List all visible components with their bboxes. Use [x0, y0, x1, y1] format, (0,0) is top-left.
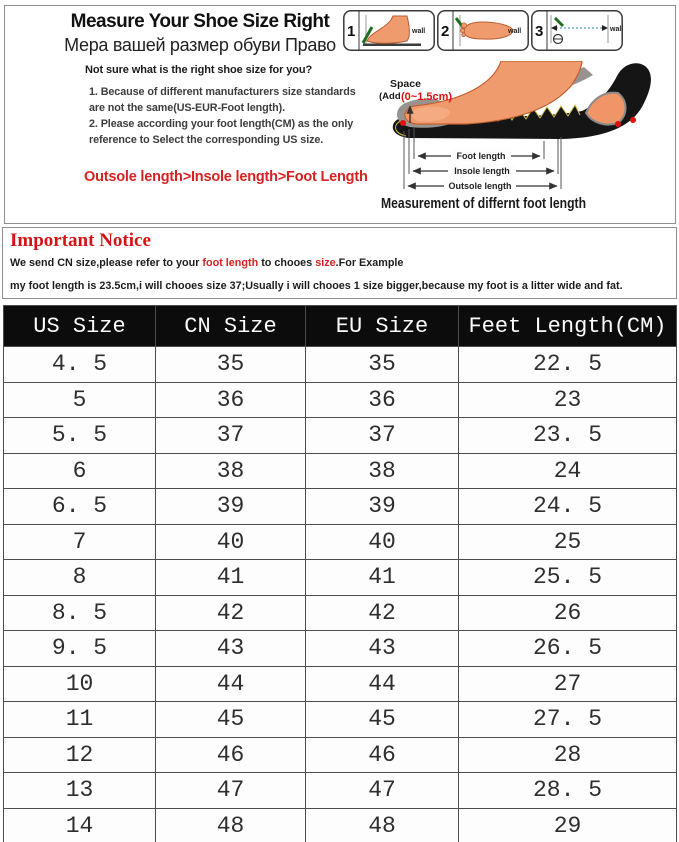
- column-header-feet-length: Feet Length(CM): [459, 306, 677, 347]
- table-cell: 45: [306, 702, 459, 738]
- table-cell: 8. 5: [4, 595, 156, 631]
- table-row: [4, 631, 677, 667]
- notice-title: Important Notice: [10, 230, 151, 251]
- table-row: [4, 560, 677, 596]
- toe: [462, 33, 466, 37]
- table-row: [4, 737, 677, 773]
- table-cell: 42: [306, 595, 459, 631]
- table-cell: 6: [4, 453, 156, 489]
- toe: [461, 29, 465, 33]
- space-add-value: (0~1.5cm): [401, 91, 453, 103]
- measure-step-3-icon: [531, 10, 623, 51]
- wall-label: wall: [508, 28, 522, 35]
- table-row: [4, 666, 677, 702]
- page-title-russian: Мера вашей размер обуви Право: [64, 35, 336, 55]
- column-header-us-size: US Size: [4, 306, 156, 347]
- table-cell: 48: [306, 808, 459, 842]
- table-cell: 37: [156, 418, 306, 454]
- notice-text: .For Example: [335, 257, 404, 269]
- table-cell: 24: [459, 453, 677, 489]
- notice-highlight-size: size: [315, 257, 336, 269]
- floor-bar: [363, 44, 421, 47]
- table-cell: 42: [156, 595, 306, 631]
- table-cell: 22. 5: [459, 347, 677, 383]
- guide-point-1-line-2: are not the same(US-EUR-Foot length).: [89, 102, 286, 114]
- table-cell: 9. 5: [4, 631, 156, 667]
- table-row: [4, 453, 677, 489]
- table-cell: 6. 5: [4, 489, 156, 525]
- table-cell: 44: [306, 666, 459, 702]
- table-cell: 40: [156, 524, 306, 560]
- table-cell: 24. 5: [459, 489, 677, 525]
- table-cell: 36: [306, 382, 459, 418]
- measure-step-2-icon: [437, 10, 529, 51]
- table-cell: 8: [4, 560, 156, 596]
- toe-marker-dot: [400, 120, 406, 126]
- guide-point-2-line-1: 2. Please according your foot length(CM) as the only: [89, 118, 354, 130]
- table-cell: 23. 5: [459, 418, 677, 454]
- step-number: 1: [347, 23, 356, 40]
- step-number: 3: [535, 23, 544, 40]
- table-row: [4, 808, 677, 842]
- table-row: [4, 347, 677, 383]
- table-cell: 41: [306, 560, 459, 596]
- measure-step-1-icon: [343, 10, 435, 51]
- heel-marker-dot: [630, 117, 636, 123]
- shoe-measurement-diagram: [346, 61, 674, 196]
- table-cell: 39: [306, 489, 459, 525]
- table-cell: 23: [459, 382, 677, 418]
- heel-marker-dot: [615, 121, 621, 127]
- size-conversion-table: [3, 305, 677, 842]
- table-cell: 38: [306, 453, 459, 489]
- table-cell: 14: [4, 808, 156, 842]
- table-cell: 44: [156, 666, 306, 702]
- column-header-cn-size: CN Size: [156, 306, 306, 347]
- outsole-length-label: Outsole length: [448, 181, 512, 191]
- table-cell: 28: [459, 737, 677, 773]
- notice-text: to chooes: [258, 257, 316, 269]
- wall-label: wall: [412, 28, 426, 35]
- notice-line-1: [10, 257, 403, 269]
- table-cell: 5. 5: [4, 418, 156, 454]
- table-cell: 38: [156, 453, 306, 489]
- heel-illustration: [586, 93, 626, 125]
- table-cell: 12: [4, 737, 156, 773]
- table-cell: 7: [4, 524, 156, 560]
- space-label: Space: [390, 78, 421, 90]
- table-cell: 43: [306, 631, 459, 667]
- table-cell: 35: [306, 347, 459, 383]
- notice-line-2: my foot length is 23.5cm,i will chooes size 37;Usually i will chooes 1 size bigger,because my foot is a litter wide and fat.: [10, 280, 623, 292]
- table-cell: 11: [4, 702, 156, 738]
- diagram-caption: Measurement of differnt foot length: [381, 196, 587, 212]
- notice-highlight-foot-length: foot length: [202, 257, 259, 269]
- table-cell: 47: [306, 773, 459, 809]
- table-cell: 35: [156, 347, 306, 383]
- table-cell: 28. 5: [459, 773, 677, 809]
- table-cell: 26: [459, 595, 677, 631]
- table-cell: 48: [156, 808, 306, 842]
- table-row: [4, 382, 677, 418]
- space-add-label: (Add: [379, 91, 401, 102]
- table-cell: 10: [4, 666, 156, 702]
- table-cell: 13: [4, 773, 156, 809]
- page-title: Measure Your Shoe Size Right: [70, 11, 330, 32]
- table-cell: 27. 5: [459, 702, 677, 738]
- table-cell: 39: [156, 489, 306, 525]
- guide-point-2-line-2: reference to Select the corresponding US size.: [89, 134, 324, 146]
- guide-point-1-line-1: 1. Because of different manufacturers size standards: [89, 86, 356, 98]
- table-cell: 46: [156, 737, 306, 773]
- dimension-arrows: [408, 149, 557, 192]
- table-row: [4, 418, 677, 454]
- table-row: [4, 773, 677, 809]
- table-cell: 43: [156, 631, 306, 667]
- table-row: [4, 489, 677, 525]
- guide-question: Not sure what is the right shoe size for you?: [85, 64, 313, 76]
- table-cell: 41: [156, 560, 306, 596]
- table-row: [4, 595, 677, 631]
- table-cell: 25: [459, 524, 677, 560]
- table-cell: 46: [306, 737, 459, 773]
- table-cell: 25. 5: [459, 560, 677, 596]
- column-header-eu-size: EU Size: [306, 306, 459, 347]
- foot-length-label: Foot length: [456, 151, 506, 161]
- table-cell: 4. 5: [4, 347, 156, 383]
- table-cell: 27: [459, 666, 677, 702]
- table-cell: 5: [4, 382, 156, 418]
- important-notice-section: [2, 227, 677, 299]
- table-header-row: [4, 306, 677, 347]
- measure-guide-section: [4, 5, 676, 224]
- length-formula: Outsole length>Insole length>Foot Length: [84, 169, 368, 185]
- table-cell: 47: [156, 773, 306, 809]
- table-cell: 26. 5: [459, 631, 677, 667]
- step-number: 2: [441, 23, 450, 40]
- insole-length-label: Insole length: [454, 166, 510, 176]
- measure-steps-row: [343, 10, 623, 51]
- toe: [461, 23, 466, 28]
- table-cell: 36: [156, 382, 306, 418]
- table-cell: 37: [306, 418, 459, 454]
- table-cell: 29: [459, 808, 677, 842]
- table-row: [4, 524, 677, 560]
- table-row: [4, 702, 677, 738]
- notice-text: We send CN size,please refer to your: [10, 257, 203, 269]
- wall-label: wall: [610, 26, 623, 33]
- table-cell: 40: [306, 524, 459, 560]
- table-cell: 45: [156, 702, 306, 738]
